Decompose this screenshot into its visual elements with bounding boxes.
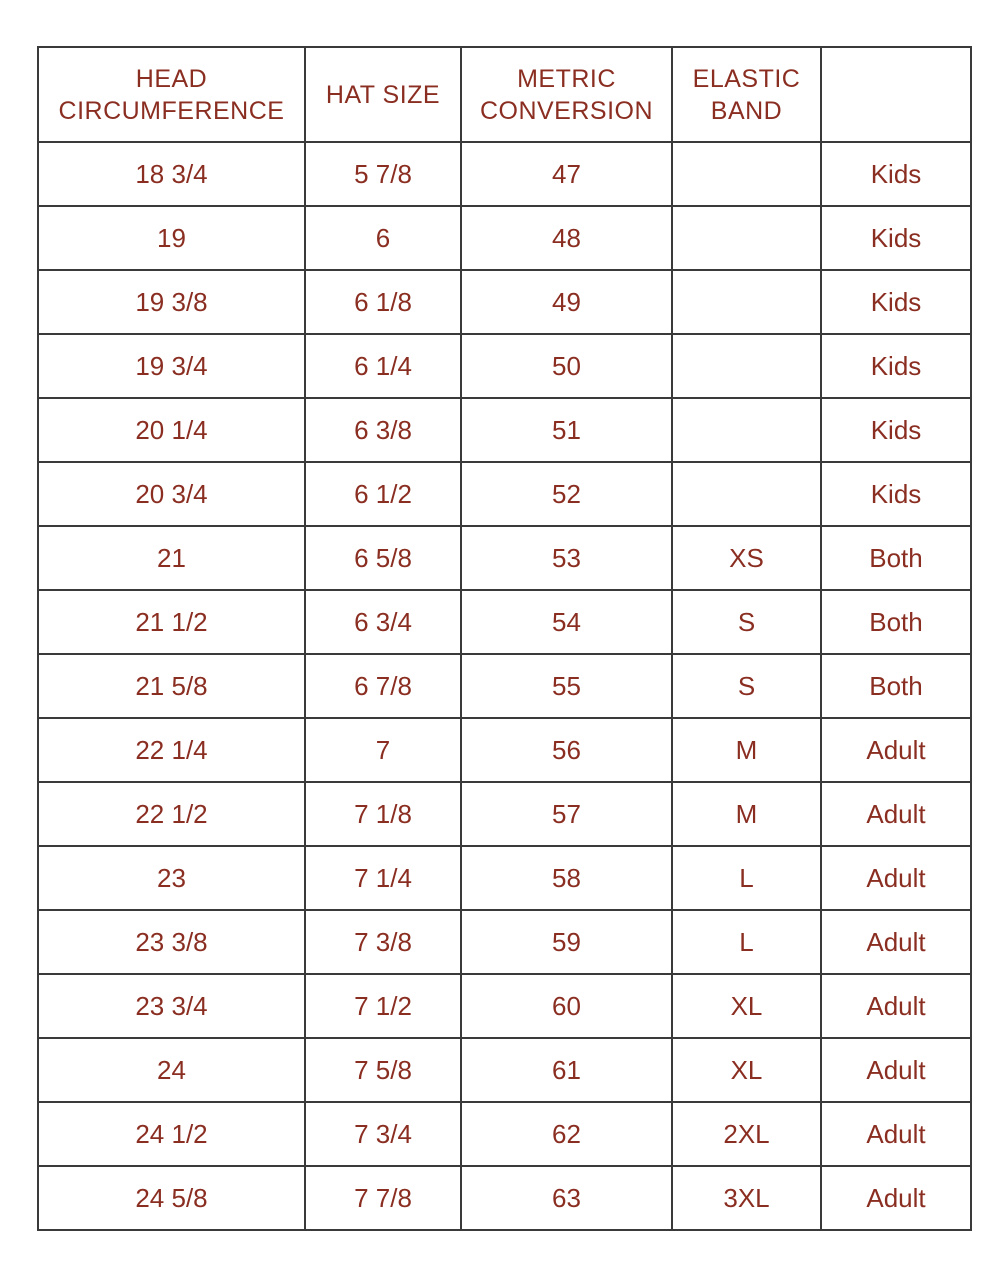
table-row bbox=[38, 398, 971, 462]
cell-group: Kids bbox=[821, 206, 971, 270]
table-row bbox=[38, 1102, 971, 1166]
table-row bbox=[38, 782, 971, 846]
cell-elastic-band: S bbox=[672, 654, 821, 718]
cell-hat-size: 6 3/4 bbox=[305, 590, 461, 654]
cell-elastic-band: L bbox=[672, 910, 821, 974]
cell-hat-size: 5 7/8 bbox=[305, 142, 461, 206]
table-body bbox=[38, 142, 971, 1230]
header-head-circumference bbox=[38, 47, 305, 142]
cell-elastic-band: M bbox=[672, 782, 821, 846]
cell-metric-conversion: 62 bbox=[461, 1102, 672, 1166]
cell-elastic-band bbox=[672, 270, 821, 334]
header-group bbox=[821, 47, 971, 142]
cell-metric-conversion: 50 bbox=[461, 334, 672, 398]
cell-metric-conversion: 52 bbox=[461, 462, 672, 526]
table-row bbox=[38, 718, 971, 782]
cell-hat-size: 7 1/2 bbox=[305, 974, 461, 1038]
cell-hat-size: 7 3/4 bbox=[305, 1102, 461, 1166]
cell-group: Kids bbox=[821, 142, 971, 206]
header-hat-size bbox=[305, 47, 461, 142]
table-row bbox=[38, 846, 971, 910]
cell-group: Kids bbox=[821, 334, 971, 398]
header-line: HAT SIZE bbox=[325, 80, 441, 109]
table-row bbox=[38, 974, 971, 1038]
header-line: HEAD bbox=[135, 64, 208, 93]
cell-group: Adult bbox=[821, 846, 971, 910]
cell-metric-conversion: 57 bbox=[461, 782, 672, 846]
cell-head-circumference: 20 1/4 bbox=[38, 398, 305, 462]
cell-group: Adult bbox=[821, 1166, 971, 1230]
table-row bbox=[38, 910, 971, 974]
cell-metric-conversion: 54 bbox=[461, 590, 672, 654]
table-row bbox=[38, 1166, 971, 1230]
table-row bbox=[38, 206, 971, 270]
cell-head-circumference: 23 3/8 bbox=[38, 910, 305, 974]
table-row bbox=[38, 334, 971, 398]
cell-head-circumference: 18 3/4 bbox=[38, 142, 305, 206]
cell-elastic-band: XS bbox=[672, 526, 821, 590]
cell-hat-size: 7 1/8 bbox=[305, 782, 461, 846]
table-row bbox=[38, 654, 971, 718]
cell-elastic-band bbox=[672, 334, 821, 398]
cell-head-circumference: 24 5/8 bbox=[38, 1166, 305, 1230]
cell-hat-size: 7 5/8 bbox=[305, 1038, 461, 1102]
table-row bbox=[38, 270, 971, 334]
hat-size-chart-table bbox=[37, 46, 972, 1231]
cell-hat-size: 7 7/8 bbox=[305, 1166, 461, 1230]
table-row bbox=[38, 590, 971, 654]
table-row bbox=[38, 142, 971, 206]
cell-group: Adult bbox=[821, 782, 971, 846]
cell-hat-size: 6 bbox=[305, 206, 461, 270]
cell-head-circumference: 24 1/2 bbox=[38, 1102, 305, 1166]
cell-group: Adult bbox=[821, 718, 971, 782]
cell-metric-conversion: 63 bbox=[461, 1166, 672, 1230]
cell-elastic-band: XL bbox=[672, 974, 821, 1038]
cell-elastic-band: 2XL bbox=[672, 1102, 821, 1166]
cell-elastic-band: L bbox=[672, 846, 821, 910]
cell-elastic-band bbox=[672, 462, 821, 526]
cell-group: Both bbox=[821, 590, 971, 654]
cell-head-circumference: 21 1/2 bbox=[38, 590, 305, 654]
table-row bbox=[38, 526, 971, 590]
cell-hat-size: 6 1/2 bbox=[305, 462, 461, 526]
cell-metric-conversion: 59 bbox=[461, 910, 672, 974]
cell-metric-conversion: 51 bbox=[461, 398, 672, 462]
cell-elastic-band bbox=[672, 206, 821, 270]
cell-head-circumference: 19 3/4 bbox=[38, 334, 305, 398]
cell-group: Kids bbox=[821, 462, 971, 526]
header-line: CIRCUMFERENCE bbox=[58, 96, 285, 125]
table-row bbox=[38, 1038, 971, 1102]
cell-metric-conversion: 61 bbox=[461, 1038, 672, 1102]
cell-group: Adult bbox=[821, 1102, 971, 1166]
cell-metric-conversion: 55 bbox=[461, 654, 672, 718]
cell-elastic-band: S bbox=[672, 590, 821, 654]
cell-head-circumference: 21 5/8 bbox=[38, 654, 305, 718]
table-header bbox=[38, 47, 971, 142]
cell-head-circumference: 20 3/4 bbox=[38, 462, 305, 526]
cell-group: Adult bbox=[821, 1038, 971, 1102]
cell-head-circumference: 19 3/8 bbox=[38, 270, 305, 334]
cell-metric-conversion: 49 bbox=[461, 270, 672, 334]
cell-metric-conversion: 56 bbox=[461, 718, 672, 782]
cell-hat-size: 6 5/8 bbox=[305, 526, 461, 590]
cell-group: Kids bbox=[821, 270, 971, 334]
header-row bbox=[38, 47, 971, 142]
header-line: BAND bbox=[710, 96, 783, 125]
cell-hat-size: 6 7/8 bbox=[305, 654, 461, 718]
cell-hat-size: 6 3/8 bbox=[305, 398, 461, 462]
cell-elastic-band bbox=[672, 142, 821, 206]
cell-elastic-band: M bbox=[672, 718, 821, 782]
header-elastic-band bbox=[672, 47, 821, 142]
cell-head-circumference: 22 1/4 bbox=[38, 718, 305, 782]
header-line: CONVERSION bbox=[479, 96, 654, 125]
cell-elastic-band: 3XL bbox=[672, 1166, 821, 1230]
cell-elastic-band: XL bbox=[672, 1038, 821, 1102]
cell-group: Adult bbox=[821, 974, 971, 1038]
cell-hat-size: 7 1/4 bbox=[305, 846, 461, 910]
cell-head-circumference: 23 bbox=[38, 846, 305, 910]
cell-metric-conversion: 53 bbox=[461, 526, 672, 590]
table-row bbox=[38, 462, 971, 526]
cell-hat-size: 6 1/4 bbox=[305, 334, 461, 398]
header-metric-conversion bbox=[461, 47, 672, 142]
cell-metric-conversion: 48 bbox=[461, 206, 672, 270]
cell-metric-conversion: 58 bbox=[461, 846, 672, 910]
cell-metric-conversion: 47 bbox=[461, 142, 672, 206]
cell-metric-conversion: 60 bbox=[461, 974, 672, 1038]
cell-head-circumference: 22 1/2 bbox=[38, 782, 305, 846]
cell-group: Kids bbox=[821, 398, 971, 462]
header-line: ELASTIC bbox=[692, 64, 801, 93]
cell-head-circumference: 21 bbox=[38, 526, 305, 590]
cell-head-circumference: 24 bbox=[38, 1038, 305, 1102]
cell-hat-size: 7 3/8 bbox=[305, 910, 461, 974]
cell-hat-size: 7 bbox=[305, 718, 461, 782]
header-line: METRIC bbox=[517, 64, 616, 93]
cell-group: Both bbox=[821, 654, 971, 718]
cell-head-circumference: 19 bbox=[38, 206, 305, 270]
cell-group: Adult bbox=[821, 910, 971, 974]
cell-head-circumference: 23 3/4 bbox=[38, 974, 305, 1038]
cell-elastic-band bbox=[672, 398, 821, 462]
cell-hat-size: 6 1/8 bbox=[305, 270, 461, 334]
cell-group: Both bbox=[821, 526, 971, 590]
